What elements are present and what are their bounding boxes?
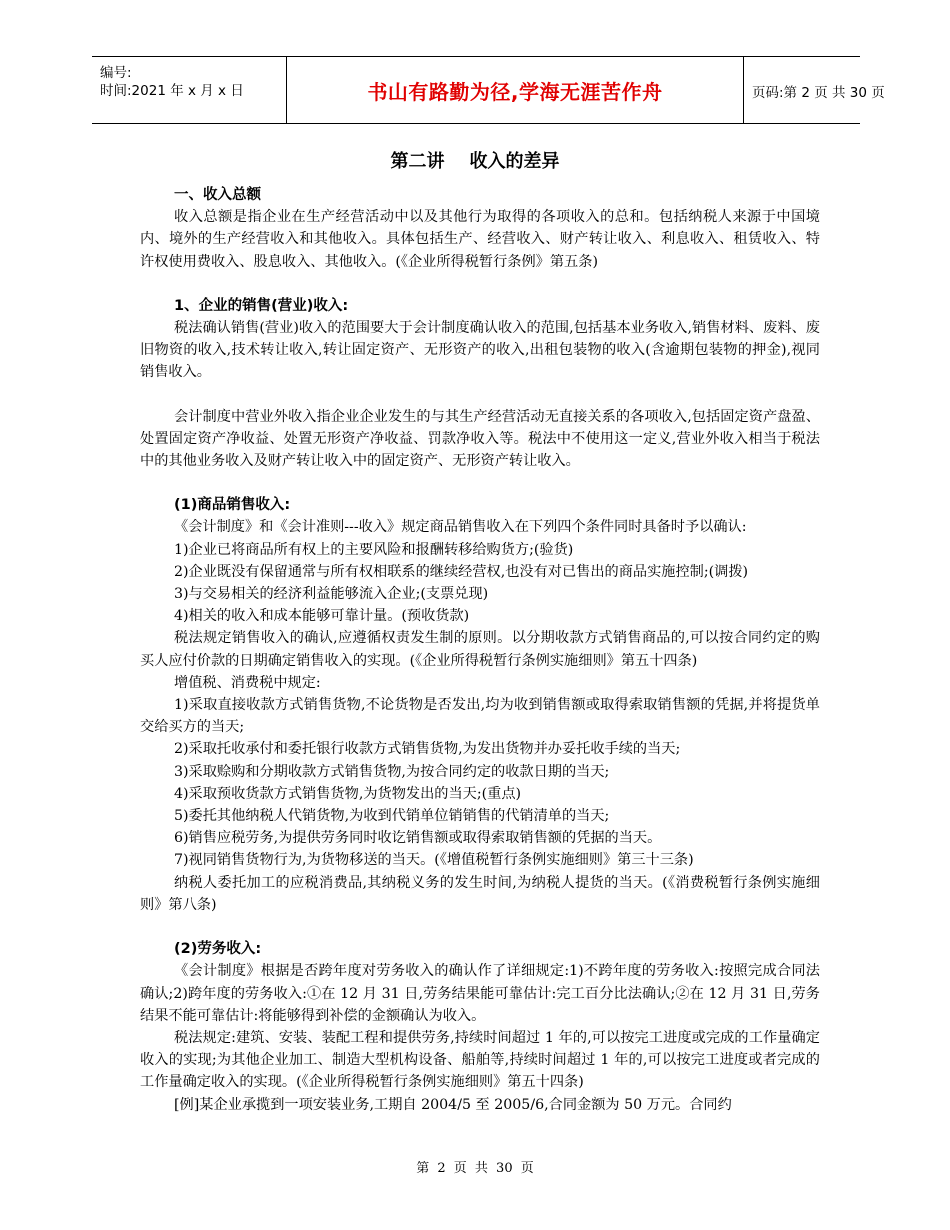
paragraph: 《会计制度》和《会计准则---收入》规定商品销售收入在下列四个条件同时具备时予以确认: [174, 519, 747, 536]
paragraph: 收入总额是指企业在生产经营活动中以及其他行为取得的各项收入的总和。包括纳税人来源于中国境内、境外的生产经营收入和其他收入。具体包括生产、经营收入、财产转让收入、利息收入、租赁收入、特许权使用费收入、股息收入、其他收入。(《企业所得税暂行条例》第五条) [140, 209, 820, 270]
paragraph: 税法规定:建筑、安装、装配工程和提供劳务,持续时间超过 1 年的,可以按完工进度或完成的工作量确定收入的实现;为其他企业加工、制造大型机构设备、船舶等,持续时间超过 1 年的,可以按完工进度或者完成的工作量确定收入的实现。(《企业所得税暂行条例实施细则》第五十四条) [140, 1029, 820, 1091]
paragraph: [例]某企业承揽到一项安装业务,工期自 2004/5 至 2005/6,合同金额为 50 万元。合同约 [174, 1096, 732, 1113]
paragraph: 会计制度中营业外收入指企业企业发生的与其生产经营活动无直接关系的各项收入,包括固定资产盘盈、处置固定资产净收益、处置无形资产净收益、罚款净收入等。税法中不使用这一定义,营业外收入相当于税法中的其他业务收入及财产转让收入中的固定资产、无形资产转让收入。 [140, 408, 820, 470]
paragraph: 纳税人委托加工的应税消费品,其纳税义务的发生时间,为纳税人提货的当天。(《消费税暂行条例实施细则》第八条) [140, 874, 820, 913]
paragraph: 税法规定销售收入的确认,应遵循权责发生制的原则。以分期收款方式销售商品的,可以按合同约定的购买人应付价款的日期确定销售收入的实现。(《企业所得税暂行条例实施细则》第五十四条) [140, 630, 820, 669]
paragraph: 税法确认销售(营业)收入的范围要大于会计制度确认收入的范围,包括基本业务收入,销售材料、废料、废旧物资的收入,技术转让收入,转让固定资产、无形资产的收入,出租包装物的收入(含逾期包装物的押金),视同销售收入。 [140, 320, 820, 381]
header-info-cell [92, 57, 286, 123]
section-heading: 一、收入总额 [174, 187, 261, 203]
document-body [140, 184, 820, 1116]
motto-text: 书山有路勤为径,学海无涯苦作舟 [367, 79, 663, 104]
list-item: 3)与交易相关的经济利益能够流入企业;(支票兑现) [174, 586, 489, 603]
list-item: 4)采取预收货款方式销售货物,为货物发出的当天;(重点) [174, 785, 522, 802]
list-item: 4)相关的收入和成本能够可靠计量。(预收货款) [174, 608, 470, 625]
list-item: 1)采取直接收款方式销售货物,不论货物是否发出,均为收到销售额或取得索取销售额的凭据,并将提货单交给买方的当天; [140, 697, 820, 736]
section-heading: 1、企业的销售(营业)收入: [174, 297, 349, 314]
page-header [92, 56, 885, 124]
serial-label: 编号: [100, 65, 132, 81]
header-motto-cell [286, 57, 744, 123]
list-item: 5)委托其他纳税人代销货物,为收到代销单位销销售的代销清单的当天; [174, 808, 610, 825]
page-footer: 第 2 页 共 30 页 [416, 1161, 534, 1176]
time-label: 时间:2021 年 x 月 x 日 [100, 83, 244, 99]
list-item: 7)视同销售货物行为,为货物移送的当天。(《增值税暂行条例实施细则》第三十三条) [174, 852, 694, 869]
paragraph: 增值税、消费税中规定: [174, 674, 321, 691]
section-heading: (2)劳务收入: [174, 941, 262, 958]
lecture-title: 第二讲 收入的差异 [390, 151, 560, 172]
page-info: 页码:第 2 页 共 30 页 [752, 85, 885, 101]
list-item: 2)采取托收承付和委托银行收款方式销售货物,为发出货物并办妥托收手续的当天; [174, 741, 681, 758]
list-item: 1)企业已将商品所有权上的主要风险和报酬转移给购货方;(验货) [174, 541, 574, 558]
list-item: 2)企业既没有保留通常与所有权相联系的继续经营权,也没有对已售出的商品实施控制;(调拨) [174, 563, 749, 580]
list-item: 3)采取赊购和分期收款方式销售货物,为按合同约定的收款日期的当天; [174, 763, 610, 780]
list-item: 6)销售应税劳务,为提供劳务同时收讫销售额或取得索取销售额的凭据的当天。 [174, 830, 662, 847]
paragraph: 《会计制度》根据是否跨年度对劳务收入的确认作了详细规定:1)不跨年度的劳务收入:按照完成合同法确认;2)跨年度的劳务收入:①在 12 月 31 日,劳务结果能可靠估计:完工百分比法确认;②在 12 月 31 日,劳务结果不能可靠估计:将能够得到补偿的金额确认为收入。 [140, 963, 820, 1024]
section-heading: (1)商品销售收入: [174, 497, 291, 514]
